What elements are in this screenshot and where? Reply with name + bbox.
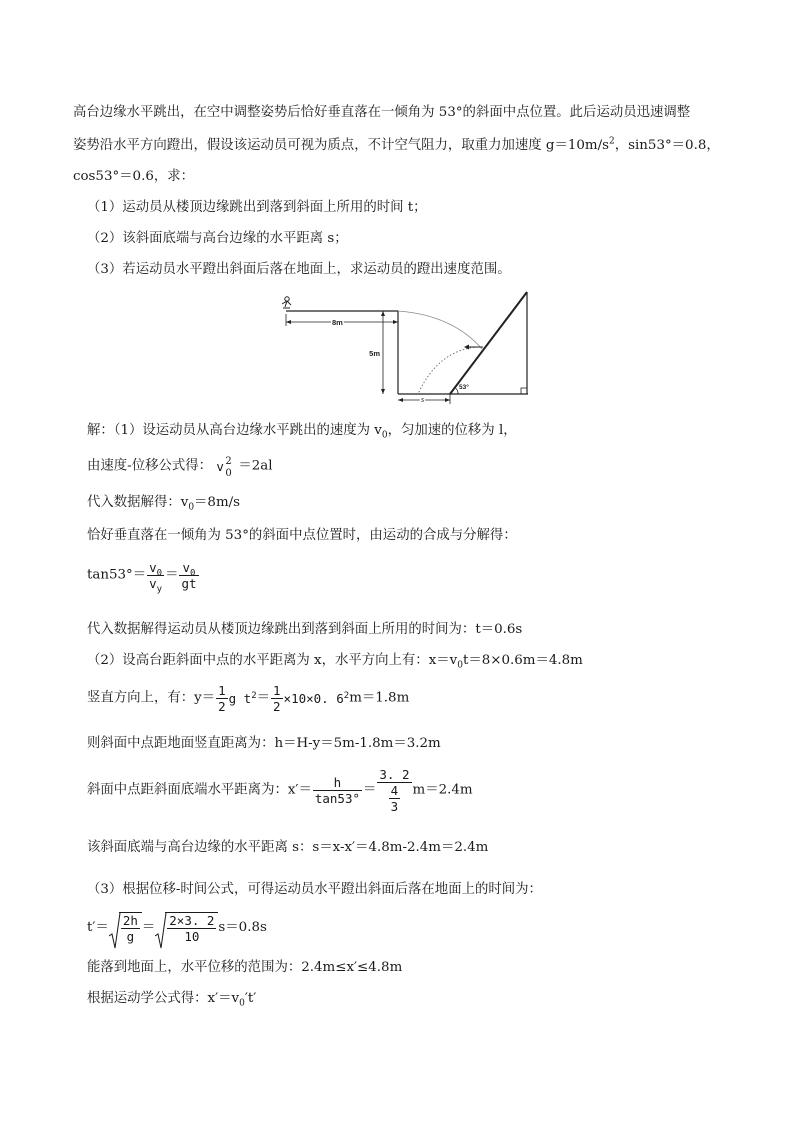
label-5m: 5m xyxy=(369,349,380,358)
solution-line-2: 由速度-位移公式得： v 2 0 ＝2al xyxy=(87,456,273,479)
solution-line-3: 代入数据解得：$v_0=8m/s$ xyxy=(87,495,241,513)
problem-line-1: 高台边缘水平跳出，在空中调整姿势后恰好垂直落在一倾角为 53°的斜面中点位置。此后运动员迅速调整 xyxy=(73,105,691,120)
question-1: （1）运动员从楼顶边缘跳出到落到斜面上所用的时间 t； xyxy=(87,200,427,215)
label-8m: 8m xyxy=(332,318,343,327)
fraction-v0-vy: $\frac{v_0}{v_y}$ xyxy=(149,560,163,595)
problem-line-3: cos53°＝0.6，求： xyxy=(73,169,195,184)
problem-line-2: 姿势沿水平方向蹬出，假设该运动员可视为质点，不计空气阻力，取重力加速度 $g=10m/s^2$，sin53°＝0.8， xyxy=(73,136,720,153)
angle-arc xyxy=(455,388,458,395)
solution-line-11: 该斜面底端与高台边缘的水平距离 s：s＝x-x′＝4.8m-2.4m＝2.4m xyxy=(87,840,489,855)
projectile-diagram xyxy=(278,290,538,408)
solution-line-10: 斜面中点距斜面底端水平距离为：x′＝ $\frac{h}{\tan 53^\circ}$ ＝ $\frac{3. 2}{\frac{4}{3}}$ m＝2.4m xyxy=(87,767,473,814)
question-2: （2）该斜面底端与高台边缘的水平距离 s； xyxy=(87,231,348,246)
solution-line-4: 恰好垂直落在一倾角为 53°的斜面中点位置时，由运动的合成与分解得： xyxy=(87,528,517,543)
fraction-one-half-b: $\frac{1}{2}$ xyxy=(273,683,281,714)
solution-line-15: 根据运动学公式得：$x'=v_0't'$ xyxy=(87,991,257,1009)
solution-line-6: 代入数据解得运动员从楼顶边缘跳出到落到斜面上所用的时间为：t＝0.6s xyxy=(87,622,523,637)
v0-squared: v 2 0 xyxy=(216,456,232,479)
solution-line-7: （2）设高台距斜面中点的水平距离为 x，水平方向上有：$x=v_0t=8\times 0.6m=4.8m$ xyxy=(87,653,583,671)
question-3: （3）若运动员水平蹬出斜面后落在地面上，求运动员的蹬出速度范围。 xyxy=(87,262,511,277)
trajectory-curve xyxy=(398,311,483,350)
solution-line-5: tan53°＝ $\frac{v_0}{v_y}$ ＝ $\frac{v_0}{gt}$ xyxy=(87,560,197,595)
sqrt-2x3p2-over-10: $\frac{2\times 3. 2}{10}$ xyxy=(155,912,218,944)
solution-line-14: 能落到地面上，水平位移的范围为：2.4m≤x′≤4.8m xyxy=(87,960,403,975)
trajectory-dotted xyxy=(418,347,478,394)
label-angle: 53° xyxy=(459,384,469,391)
solution-line-9: 则斜面中点距地面竖直距离为：h＝H-y＝5m-1.8m＝3.2m xyxy=(87,736,441,751)
solution-line-1: 解：（1）设运动员从高台边缘水平跳出的速度为 $v_0$，匀加速的位移为 l， xyxy=(87,423,517,441)
solution-line-12: （3）根据位移-时间公式，可得运动员水平蹬出斜面后落在地面上的时间为： xyxy=(87,882,542,897)
fraction-v0-gt: $\frac{v_0}{gt}$ xyxy=(181,560,197,591)
right-angle-marker xyxy=(521,388,527,394)
slope-line xyxy=(450,292,527,394)
fraction-3p2-over-4thirds: $\frac{3. 2}{\frac{4}{3}}$ xyxy=(379,767,410,814)
fraction-h-tan53: $\frac{h}{\tan 53^\circ}$ xyxy=(314,775,360,806)
solution-line-13: t′＝ $\frac{2h}{g}$ ＝ $\frac{2\times 3. 2}{10}$ s＝0.8s xyxy=(87,912,267,944)
solution-line-8: 竖直方向上，有：y＝ $\frac{1}{2}$ g $t^2=$ $\frac{1}{2}$ ×10×0. $6^2m=1.8m$ xyxy=(87,683,410,714)
label-s: s xyxy=(421,395,425,404)
fraction-one-half-a: $\frac{1}{2}$ xyxy=(218,683,226,714)
athlete-icon xyxy=(282,297,291,308)
sqrt-2h-over-g: $\frac{2h}{g}$ xyxy=(109,912,142,944)
